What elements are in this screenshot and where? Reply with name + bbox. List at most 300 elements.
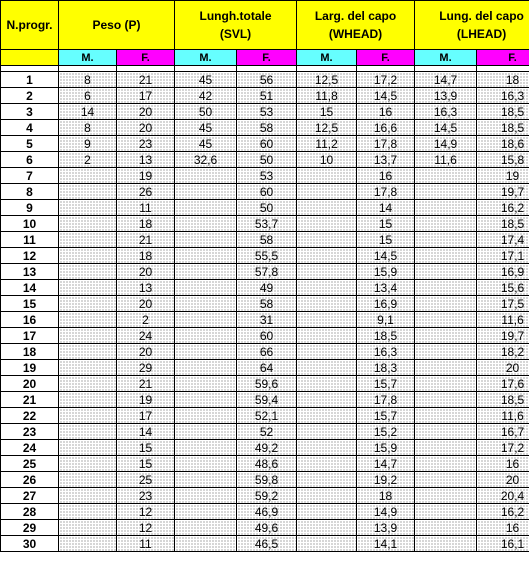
whead-male-cell[interactable]: 11,2 <box>297 136 357 152</box>
lhead-male-cell[interactable] <box>415 328 477 344</box>
lhead-female-cell[interactable]: 17,4 <box>477 232 529 248</box>
whead-female-cell[interactable]: 18 <box>357 488 415 504</box>
blank-header-cell[interactable] <box>1 50 59 66</box>
row-number[interactable]: 13 <box>1 264 59 280</box>
svl-male-cell[interactable] <box>175 440 237 456</box>
weight-male-cell[interactable] <box>59 440 117 456</box>
table-row <box>1 472 529 488</box>
whead-female-cell[interactable]: 19,2 <box>357 472 415 488</box>
lhead-male-cell[interactable] <box>415 472 477 488</box>
lhead-female-cell[interactable]: 20,4 <box>477 488 529 504</box>
lhead-male-cell[interactable] <box>415 216 477 232</box>
svl-female-cell[interactable]: 31 <box>237 312 297 328</box>
weight-male-cell[interactable] <box>59 312 117 328</box>
weight-male-cell[interactable] <box>59 328 117 344</box>
whead-male-cell[interactable] <box>297 216 357 232</box>
weight-female-cell[interactable]: 11 <box>117 200 175 216</box>
weight-male-cell[interactable] <box>59 424 117 440</box>
whead-male-cell[interactable] <box>297 344 357 360</box>
lhead-male-cell[interactable] <box>415 408 477 424</box>
lhead-male-cell[interactable] <box>415 296 477 312</box>
row-number[interactable]: 8 <box>1 184 59 200</box>
row-number[interactable]: 30 <box>1 536 59 552</box>
row-number[interactable]: 27 <box>1 488 59 504</box>
whead-female-cell[interactable]: 15,7 <box>357 408 415 424</box>
whead-male-cell[interactable] <box>297 440 357 456</box>
weight-male-cell[interactable] <box>59 344 117 360</box>
lhead-male-cell[interactable] <box>415 184 477 200</box>
weight-male-cell[interactable] <box>59 264 117 280</box>
row-number[interactable]: 21 <box>1 392 59 408</box>
svl-male-cell[interactable] <box>175 312 237 328</box>
row-number[interactable]: 4 <box>1 120 59 136</box>
whead-male-cell[interactable] <box>297 200 357 216</box>
weight-female-cell[interactable]: 20 <box>117 120 175 136</box>
row-number[interactable]: 5 <box>1 136 59 152</box>
lhead-male-cell[interactable] <box>415 248 477 264</box>
row-number-header[interactable]: N.progr. <box>1 1 59 50</box>
svl-male-cell[interactable] <box>175 408 237 424</box>
lhead-male-cell[interactable] <box>415 488 477 504</box>
svl-male-cell[interactable]: 45 <box>175 72 237 88</box>
svl-female-header[interactable]: F. <box>237 50 297 66</box>
whead-male-cell[interactable] <box>297 264 357 280</box>
whead-female-cell[interactable]: 16 <box>357 168 415 184</box>
svl-male-cell[interactable] <box>175 520 237 536</box>
svl-male-cell[interactable] <box>175 488 237 504</box>
weight-male-cell[interactable] <box>59 296 117 312</box>
whead-female-cell[interactable]: 15,2 <box>357 424 415 440</box>
lhead-female-cell[interactable]: 17,1 <box>477 248 529 264</box>
svl-female-cell[interactable]: 60 <box>237 136 297 152</box>
weight-male-cell[interactable] <box>59 520 117 536</box>
svl-female-cell[interactable]: 53 <box>237 104 297 120</box>
svl-male-cell[interactable] <box>175 280 237 296</box>
lhead-group-header[interactable] <box>415 1 529 50</box>
whead-female-cell[interactable]: 14,1 <box>357 536 415 552</box>
whead-male-cell[interactable] <box>297 488 357 504</box>
whead-female-cell[interactable]: 15 <box>357 232 415 248</box>
svl-male-cell[interactable] <box>175 376 237 392</box>
table-row <box>1 504 529 520</box>
weight-male-cell[interactable] <box>59 216 117 232</box>
svl-male-cell[interactable]: 50 <box>175 104 237 120</box>
weight-male-cell[interactable] <box>59 536 117 552</box>
row-number[interactable]: 15 <box>1 296 59 312</box>
lhead-female-cell[interactable]: 16,2 <box>477 504 529 520</box>
lhead-female-cell[interactable]: 17,5 <box>477 296 529 312</box>
whead-female-cell[interactable]: 9,1 <box>357 312 415 328</box>
svl-male-cell[interactable] <box>175 264 237 280</box>
weight-female-cell[interactable]: 12 <box>117 504 175 520</box>
row-number[interactable]: 10 <box>1 216 59 232</box>
lhead-female-cell[interactable]: 16,9 <box>477 264 529 280</box>
lhead-female-header[interactable]: F. <box>477 50 529 66</box>
weight-male-cell[interactable] <box>59 392 117 408</box>
lhead-female-cell[interactable]: 18,5 <box>477 120 529 136</box>
lhead-female-cell[interactable]: 16,2 <box>477 200 529 216</box>
svl-female-cell[interactable]: 49,6 <box>237 520 297 536</box>
whead-female-cell[interactable]: 15,7 <box>357 376 415 392</box>
whead-male-cell[interactable] <box>297 360 357 376</box>
row-number[interactable]: 24 <box>1 440 59 456</box>
row-number[interactable]: 14 <box>1 280 59 296</box>
row-number[interactable]: 16 <box>1 312 59 328</box>
svl-female-cell[interactable]: 58 <box>237 296 297 312</box>
whead-male-cell[interactable] <box>297 424 357 440</box>
whead-female-cell[interactable]: 17,2 <box>357 72 415 88</box>
weight-female-cell[interactable]: 26 <box>117 184 175 200</box>
svl-female-cell[interactable]: 58 <box>237 232 297 248</box>
weight-female-cell[interactable]: 19 <box>117 392 175 408</box>
table-row <box>1 376 529 392</box>
lhead-male-cell[interactable] <box>415 168 477 184</box>
lhead-female-cell[interactable]: 15,8 <box>477 152 529 168</box>
weight-male-cell[interactable] <box>59 376 117 392</box>
weight-male-cell[interactable] <box>59 504 117 520</box>
table-row <box>1 72 529 88</box>
weight-female-cell[interactable]: 2 <box>117 312 175 328</box>
weight-male-cell[interactable] <box>59 488 117 504</box>
whead-male-cell[interactable] <box>297 248 357 264</box>
weight-male-cell[interactable] <box>59 408 117 424</box>
table-row <box>1 312 529 328</box>
whead-male-cell[interactable] <box>297 504 357 520</box>
whead-male-cell[interactable] <box>297 232 357 248</box>
weight-female-header[interactable]: F. <box>117 50 175 66</box>
whead-female-cell[interactable]: 14,9 <box>357 504 415 520</box>
sex-header-row <box>1 50 529 66</box>
whead-female-cell[interactable]: 14,5 <box>357 248 415 264</box>
weight-female-cell[interactable]: 23 <box>117 136 175 152</box>
lhead-female-cell[interactable]: 15,6 <box>477 280 529 296</box>
svl-female-cell[interactable]: 52 <box>237 424 297 440</box>
weight-male-cell[interactable] <box>59 168 117 184</box>
weight-female-cell[interactable]: 19 <box>117 168 175 184</box>
weight-female-cell[interactable]: 20 <box>117 296 175 312</box>
lhead-female-cell[interactable]: 18,6 <box>477 136 529 152</box>
lhead-male-cell[interactable]: 13,9 <box>415 88 477 104</box>
weight-female-cell[interactable]: 11 <box>117 536 175 552</box>
whead-male-cell[interactable] <box>297 280 357 296</box>
whead-male-header[interactable]: M. <box>297 50 357 66</box>
data-body <box>1 66 529 552</box>
svl-female-cell[interactable]: 57,8 <box>237 264 297 280</box>
weight-female-cell[interactable]: 23 <box>117 488 175 504</box>
svl-female-cell[interactable]: 49 <box>237 280 297 296</box>
weight-male-cell[interactable] <box>59 360 117 376</box>
whead-female-cell[interactable]: 16 <box>357 104 415 120</box>
whead-female-header[interactable]: F. <box>357 50 415 66</box>
lhead-female-cell[interactable]: 19,7 <box>477 184 529 200</box>
svl-female-cell[interactable]: 48,6 <box>237 456 297 472</box>
weight-group-header[interactable] <box>59 1 175 50</box>
whead-male-cell[interactable]: 15 <box>297 104 357 120</box>
table-row <box>1 392 529 408</box>
svl-female-cell[interactable]: 51 <box>237 88 297 104</box>
svl-female-cell[interactable]: 56 <box>237 72 297 88</box>
weight-female-cell[interactable]: 17 <box>117 408 175 424</box>
row-number[interactable]: 28 <box>1 504 59 520</box>
lhead-male-cell[interactable] <box>415 440 477 456</box>
svl-female-cell[interactable]: 53,7 <box>237 216 297 232</box>
weight-male-cell[interactable] <box>59 248 117 264</box>
whead-female-cell[interactable]: 18,3 <box>357 360 415 376</box>
whead-female-cell[interactable]: 14,7 <box>357 456 415 472</box>
whead-male-cell[interactable] <box>297 312 357 328</box>
table-row <box>1 184 529 200</box>
whead-male-cell[interactable] <box>297 184 357 200</box>
weight-female-cell[interactable]: 18 <box>117 248 175 264</box>
svl-female-cell[interactable]: 53 <box>237 168 297 184</box>
weight-male-cell[interactable] <box>59 184 117 200</box>
lhead-male-cell[interactable] <box>415 376 477 392</box>
svl-male-cell[interactable] <box>175 216 237 232</box>
whead-female-cell[interactable]: 14,5 <box>357 88 415 104</box>
weight-female-cell[interactable]: 21 <box>117 232 175 248</box>
weight-female-cell[interactable]: 12 <box>117 520 175 536</box>
weight-female-cell[interactable]: 18 <box>117 216 175 232</box>
whead-male-cell[interactable] <box>297 328 357 344</box>
lhead-male-cell[interactable] <box>415 360 477 376</box>
svl-male-cell[interactable] <box>175 424 237 440</box>
weight-female-cell[interactable]: 17 <box>117 88 175 104</box>
whead-female-cell[interactable]: 13,9 <box>357 520 415 536</box>
row-number[interactable]: 12 <box>1 248 59 264</box>
lhead-male-cell[interactable] <box>415 392 477 408</box>
lhead-male-cell[interactable] <box>415 232 477 248</box>
whead-male-cell[interactable]: 12,5 <box>297 120 357 136</box>
svl-male-cell[interactable] <box>175 360 237 376</box>
whead-male-cell[interactable] <box>297 408 357 424</box>
table-row <box>1 216 529 232</box>
lhead-header-line1: Lung. del capo <box>439 9 524 23</box>
lhead-male-cell[interactable] <box>415 312 477 328</box>
lhead-male-cell[interactable]: 16,3 <box>415 104 477 120</box>
svl-male-cell[interactable] <box>175 168 237 184</box>
weight-female-cell[interactable]: 20 <box>117 344 175 360</box>
weight-male-cell[interactable] <box>59 280 117 296</box>
weight-male-cell[interactable]: 9 <box>59 136 117 152</box>
weight-female-cell[interactable]: 15 <box>117 456 175 472</box>
svl-male-cell[interactable] <box>175 344 237 360</box>
svl-female-cell[interactable]: 50 <box>237 200 297 216</box>
lhead-male-cell[interactable]: 14,5 <box>415 120 477 136</box>
weight-female-cell[interactable]: 29 <box>117 360 175 376</box>
weight-female-cell[interactable]: 21 <box>117 376 175 392</box>
whead-group-header[interactable] <box>297 1 415 50</box>
whead-male-cell[interactable] <box>297 472 357 488</box>
row-number[interactable]: 29 <box>1 520 59 536</box>
svl-female-cell[interactable]: 55,5 <box>237 248 297 264</box>
svl-female-cell[interactable]: 49,2 <box>237 440 297 456</box>
whead-female-cell[interactable]: 13,7 <box>357 152 415 168</box>
lhead-female-cell[interactable]: 16,7 <box>477 424 529 440</box>
weight-male-cell[interactable]: 2 <box>59 152 117 168</box>
svl-female-cell[interactable]: 50 <box>237 152 297 168</box>
row-number[interactable]: 17 <box>1 328 59 344</box>
whead-male-cell[interactable] <box>297 536 357 552</box>
svl-female-cell[interactable]: 59,8 <box>237 472 297 488</box>
weight-female-cell[interactable]: 13 <box>117 152 175 168</box>
lhead-female-cell[interactable]: 19,7 <box>477 328 529 344</box>
whead-male-cell[interactable]: 12,5 <box>297 72 357 88</box>
lhead-male-cell[interactable] <box>415 456 477 472</box>
svl-female-cell[interactable]: 59,2 <box>237 488 297 504</box>
weight-male-cell[interactable] <box>59 456 117 472</box>
svl-female-cell[interactable]: 46,9 <box>237 504 297 520</box>
svl-female-cell[interactable]: 66 <box>237 344 297 360</box>
row-number[interactable]: 3 <box>1 104 59 120</box>
lhead-male-cell[interactable] <box>415 280 477 296</box>
weight-female-cell[interactable]: 21 <box>117 72 175 88</box>
whead-male-cell[interactable] <box>297 456 357 472</box>
lhead-male-header[interactable]: M. <box>415 50 477 66</box>
lhead-male-cell[interactable] <box>415 200 477 216</box>
row-number[interactable]: 2 <box>1 88 59 104</box>
svl-male-header[interactable]: M. <box>175 50 237 66</box>
lhead-female-cell[interactable]: 18,5 <box>477 392 529 408</box>
lhead-female-cell[interactable]: 16 <box>477 520 529 536</box>
lhead-female-cell[interactable]: 18 <box>477 72 529 88</box>
whead-female-cell[interactable]: 15 <box>357 216 415 232</box>
svl-male-cell[interactable]: 32,6 <box>175 152 237 168</box>
whead-female-cell[interactable]: 15,9 <box>357 440 415 456</box>
lhead-male-cell[interactable] <box>415 504 477 520</box>
row-number[interactable]: 6 <box>1 152 59 168</box>
lhead-female-cell[interactable]: 16 <box>477 456 529 472</box>
svl-male-cell[interactable] <box>175 504 237 520</box>
svl-female-cell[interactable]: 58 <box>237 120 297 136</box>
svl-male-cell[interactable] <box>175 456 237 472</box>
weight-male-cell[interactable] <box>59 472 117 488</box>
row-number[interactable]: 22 <box>1 408 59 424</box>
table-row <box>1 264 529 280</box>
weight-female-cell[interactable]: 13 <box>117 280 175 296</box>
lhead-female-cell[interactable]: 17,6 <box>477 376 529 392</box>
whead-female-cell[interactable]: 18,5 <box>357 328 415 344</box>
svl-male-cell[interactable] <box>175 184 237 200</box>
table-row <box>1 200 529 216</box>
row-number[interactable]: 11 <box>1 232 59 248</box>
weight-female-cell[interactable]: 20 <box>117 264 175 280</box>
lhead-female-cell[interactable]: 18,5 <box>477 216 529 232</box>
weight-male-cell[interactable]: 14 <box>59 104 117 120</box>
whead-female-cell[interactable]: 16,3 <box>357 344 415 360</box>
lhead-male-cell[interactable] <box>415 344 477 360</box>
table-row <box>1 88 529 104</box>
whead-female-cell[interactable]: 17,8 <box>357 136 415 152</box>
svl-male-cell[interactable] <box>175 472 237 488</box>
svl-group-header[interactable] <box>175 1 297 50</box>
weight-female-cell[interactable]: 24 <box>117 328 175 344</box>
svl-male-cell[interactable]: 42 <box>175 88 237 104</box>
svl-female-cell[interactable]: 59,6 <box>237 376 297 392</box>
row-number[interactable]: 9 <box>1 200 59 216</box>
whead-male-cell[interactable] <box>297 392 357 408</box>
lhead-female-cell[interactable]: 16,3 <box>477 88 529 104</box>
row-number[interactable]: 23 <box>1 424 59 440</box>
svl-female-cell[interactable]: 46,5 <box>237 536 297 552</box>
svl-male-cell[interactable] <box>175 248 237 264</box>
table-row <box>1 104 529 120</box>
lhead-female-cell[interactable]: 20 <box>477 472 529 488</box>
whead-female-cell[interactable]: 16,6 <box>357 120 415 136</box>
weight-male-cell[interactable] <box>59 232 117 248</box>
lhead-male-cell[interactable]: 14,7 <box>415 72 477 88</box>
whead-male-cell[interactable] <box>297 520 357 536</box>
svl-male-cell[interactable]: 45 <box>175 120 237 136</box>
svl-female-cell[interactable]: 59,4 <box>237 392 297 408</box>
lhead-female-cell[interactable]: 17,2 <box>477 440 529 456</box>
row-number[interactable]: 1 <box>1 72 59 88</box>
lhead-female-cell[interactable]: 18,5 <box>477 104 529 120</box>
table-row <box>1 440 529 456</box>
lhead-male-cell[interactable] <box>415 264 477 280</box>
weight-female-cell[interactable]: 14 <box>117 424 175 440</box>
whead-male-cell[interactable] <box>297 376 357 392</box>
row-number[interactable]: 20 <box>1 376 59 392</box>
weight-male-header[interactable]: M. <box>59 50 117 66</box>
whead-female-cell[interactable]: 15,9 <box>357 264 415 280</box>
lhead-male-cell[interactable] <box>415 536 477 552</box>
whead-male-cell[interactable]: 10 <box>297 152 357 168</box>
whead-female-cell[interactable]: 14 <box>357 200 415 216</box>
svl-male-cell[interactable] <box>175 536 237 552</box>
weight-female-cell[interactable]: 25 <box>117 472 175 488</box>
lhead-male-cell[interactable]: 14,9 <box>415 136 477 152</box>
whead-female-cell[interactable]: 16,9 <box>357 296 415 312</box>
svl-male-cell[interactable] <box>175 296 237 312</box>
weight-male-cell[interactable]: 6 <box>59 88 117 104</box>
lhead-male-cell[interactable] <box>415 424 477 440</box>
svl-female-cell[interactable]: 60 <box>237 184 297 200</box>
row-number[interactable]: 18 <box>1 344 59 360</box>
svl-female-cell[interactable]: 60 <box>237 328 297 344</box>
whead-male-cell[interactable]: 11,8 <box>297 88 357 104</box>
lhead-female-cell[interactable]: 20 <box>477 360 529 376</box>
lhead-female-cell[interactable]: 19 <box>477 168 529 184</box>
row-number[interactable]: 19 <box>1 360 59 376</box>
lhead-male-cell[interactable] <box>415 520 477 536</box>
lhead-female-cell[interactable]: 11,6 <box>477 408 529 424</box>
lhead-male-cell[interactable]: 11,6 <box>415 152 477 168</box>
row-number[interactable]: 25 <box>1 456 59 472</box>
lhead-female-cell[interactable]: 11,6 <box>477 312 529 328</box>
whead-male-cell[interactable] <box>297 296 357 312</box>
row-number[interactable]: 7 <box>1 168 59 184</box>
whead-female-cell[interactable]: 13,4 <box>357 280 415 296</box>
row-number[interactable]: 26 <box>1 472 59 488</box>
svl-female-cell[interactable]: 52,1 <box>237 408 297 424</box>
svl-male-cell[interactable] <box>175 392 237 408</box>
svl-male-cell[interactable] <box>175 232 237 248</box>
svl-male-cell[interactable] <box>175 328 237 344</box>
whead-female-cell[interactable]: 17,8 <box>357 392 415 408</box>
weight-female-cell[interactable]: 15 <box>117 440 175 456</box>
svl-male-cell[interactable] <box>175 200 237 216</box>
whead-male-cell[interactable] <box>297 168 357 184</box>
whead-female-cell[interactable]: 17,8 <box>357 184 415 200</box>
weight-male-cell[interactable]: 8 <box>59 120 117 136</box>
svl-female-cell[interactable]: 64 <box>237 360 297 376</box>
weight-male-cell[interactable] <box>59 200 117 216</box>
svl-male-cell[interactable]: 45 <box>175 136 237 152</box>
weight-female-cell[interactable]: 20 <box>117 104 175 120</box>
lhead-female-cell[interactable]: 16,1 <box>477 536 529 552</box>
lhead-female-cell[interactable]: 18,2 <box>477 344 529 360</box>
weight-male-cell[interactable]: 8 <box>59 72 117 88</box>
